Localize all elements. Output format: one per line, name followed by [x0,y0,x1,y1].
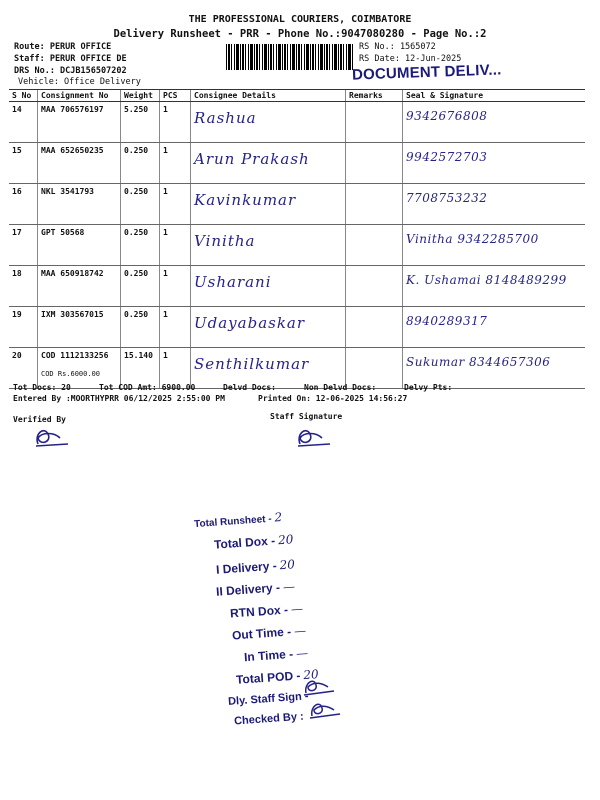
row-remarks [346,143,403,184]
checklist-value: — [295,645,309,661]
rs-number: RS No.: 1565072 [359,42,436,52]
col-consignment: Consignment No [38,90,121,102]
row-pcs: 1 [160,307,191,348]
row-weight: 0.250 [121,225,160,266]
row-consignee: Arun Prakash [194,150,310,168]
non-delivered-docs: Non Delvd Docs: [304,383,377,392]
checklist-label: Checked By : [233,710,305,728]
verified-by-signature [30,424,74,450]
row-remarks [346,102,403,143]
total-cod-amount: Tot COD Amt: 6900.00 [99,383,196,392]
row-pcs: 1 [160,102,191,143]
row-pcs: 1 [160,143,191,184]
row-signature: 9942572703 [406,150,488,164]
row-pcs: 1 [160,348,191,389]
checklist-label: Total POD - [235,668,301,687]
row-consignment: MAA 706576197 [38,102,121,143]
checklist-checked-by [234,708,308,727]
row-weight: 0.250 [121,266,160,307]
entered-by: Entered By :MOORTHYPRR 06/12/2025 2:55:00 PM [13,394,225,403]
checklist-out-time [232,623,307,642]
col-consignee: Consignee Details [191,90,346,102]
barcode [226,44,354,70]
checklist-value: — [293,623,307,639]
checklist-value: 20 [277,532,294,548]
checklist-label: RTN Dox - [229,602,289,621]
row-sno: 20 [9,348,38,389]
row-consignment: MAA 650918742 [38,266,121,307]
checklist-label: II Delivery - [215,580,281,599]
row-pcs: 1 [160,225,191,266]
row-consignee: Vinitha [194,232,256,250]
drs-number: DRS No.: DCJB156507202 [14,66,127,76]
printed-on: Printed On: 12-06-2025 14:56:27 [258,394,408,403]
checklist-value: 20 [302,667,320,683]
cod-amount-note: COD Rs.6000.00 [41,370,101,378]
table-row [9,184,585,225]
checklist-label: Total Dox - [213,533,276,552]
row-weight: 15.140 [121,348,160,389]
checklist-first-delivery [216,557,296,576]
row-signature: Vinitha 9342285700 [406,232,539,246]
row-weight: 0.250 [121,307,160,348]
checklist-value: 2 [274,509,283,525]
delivery-points: Delvy Pts: [404,383,453,392]
row-sno: 16 [9,184,38,225]
total-docs: Tot Docs: 20 [13,383,71,392]
table-row [9,307,585,348]
runsheet-title: Delivery Runsheet - PRR - Phone No.:9047080280 - Page No.:2 [113,28,487,40]
row-signature: 8940289317 [406,314,488,328]
checklist-label: In Time - [243,646,294,665]
row-sno: 14 [9,102,38,143]
col-pcs: PCS [160,90,191,102]
checklist-in-time [244,646,309,664]
checklist-total-runsheet [194,510,283,530]
row-pcs: 1 [160,266,191,307]
row-remarks [346,184,403,225]
row-consignee: Kavinkumar [194,191,297,209]
checklist-label: I Delivery - [215,558,278,577]
row-consignment: MAA 652650235 [38,143,121,184]
row-consignee: Rashua [194,109,257,127]
row-consignment: IXM 303567015 [38,307,121,348]
checklist-label: Out Time - [231,624,292,643]
checklist-value: 20 [279,557,296,573]
row-weight: 0.250 [121,143,160,184]
row-consignment: GPT 50568 [38,225,121,266]
checklist-second-delivery [216,579,296,598]
checked-by-signature [306,698,346,720]
row-consignee: Usharani [194,273,272,291]
staff-signature [292,424,336,450]
table-row [9,348,585,389]
checklist-rtn-dox [230,601,304,620]
row-weight: 0.250 [121,184,160,225]
row-pcs: 1 [160,184,191,225]
row-signature: Sukumar 8344657306 [406,355,551,369]
checklist-total-dox [214,532,294,552]
col-signature: Seal & Signature [403,90,586,102]
row-consignment: NKL 3541793 [38,184,121,225]
checklist-label: Dly. Staff Sign - [227,690,309,708]
table-row [9,102,585,143]
staff: Staff: PERUR OFFICE DE [14,54,127,64]
runsheet-table [9,89,585,389]
verified-by-label: Verified By [13,415,66,424]
table-row [9,266,585,307]
table-row [9,225,585,266]
row-signature: K. Ushamai 8148489299 [406,273,567,287]
document-delivered-stamp: DOCUMENT DELIV... [351,61,502,84]
staff-signature-label: Staff Signature [270,412,343,421]
delivery-staff-signature [300,675,340,697]
row-remarks [346,225,403,266]
row-sno: 18 [9,266,38,307]
company-name: THE PROFESSIONAL COURIERS, COIMBATORE [188,14,412,25]
col-remarks: Remarks [346,90,403,102]
row-signature: 7708753232 [406,191,488,205]
row-consignee: Udayabaskar [194,314,306,332]
col-sno: S No [9,90,38,102]
row-consignment: COD 1112133256 [41,351,109,360]
col-weight: Weight [121,90,160,102]
row-remarks [346,266,403,307]
row-remarks [346,307,403,348]
route: Route: PERUR OFFICE [14,42,112,52]
table-row [9,143,585,184]
checklist-value: — [282,579,296,595]
vehicle: Vehicle: Office Delivery [18,77,141,87]
checklist-label: Total Runsheet - [193,513,273,531]
row-signature: 9342676808 [406,109,488,123]
delivered-docs: Delvd Docs: [223,383,276,392]
row-consignee: Senthilkumar [194,355,310,373]
checklist-value: — [290,601,304,617]
rs-date: RS Date: 12-Jun-2025 [359,54,462,64]
row-sno: 15 [9,143,38,184]
row-sno: 19 [9,307,38,348]
row-sno: 17 [9,225,38,266]
row-weight: 5.250 [121,102,160,143]
